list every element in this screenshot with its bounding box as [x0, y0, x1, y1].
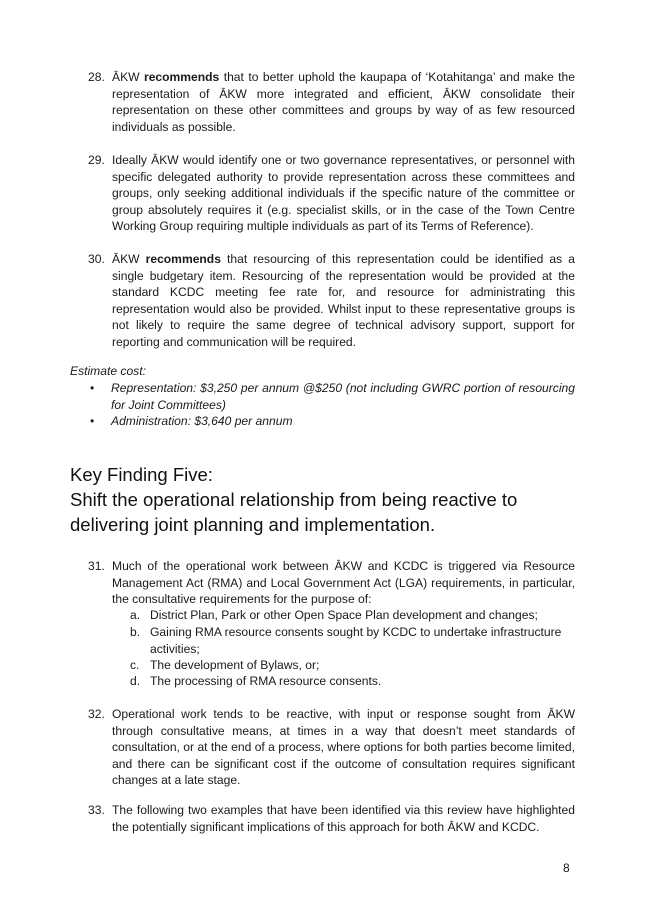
- list-item: b. Gaining RMA resource consents sought by KCDC to undertake infrastructure activities;: [130, 625, 562, 656]
- paragraph-33: [88, 802, 575, 835]
- paragraph-text: Much of the operational work between ĀKW and KCDC is triggered via Resource Management Act (RMA) and Local Government Act (LGA) requirements, in particular, the consultative requirements for the purpose of:: [112, 559, 575, 606]
- bullet-icon: •: [90, 414, 95, 428]
- estimate-cost-label: Estimate cost:: [70, 364, 146, 378]
- paragraph-text: ĀKW recommends that to better uphold the kaupapa of ‘Kotahitanga’ and make the representation of ĀKW more integrated and efficient, ĀKW consolidate their representation on these other committees and groups by way of as few resourced individuals as possible.: [112, 70, 575, 134]
- paragraph-number: 29.: [88, 153, 105, 167]
- paragraph-number: 31.: [88, 559, 105, 573]
- paragraph-30: [88, 251, 575, 350]
- paragraph-28: [88, 69, 575, 135]
- paragraph-number: 32.: [88, 707, 105, 721]
- paragraph-number: 33.: [88, 803, 105, 817]
- paragraph-number: 28.: [88, 70, 105, 84]
- paragraph-29: [88, 152, 575, 235]
- paragraph-text: ĀKW recommends that resourcing of this representation could be identified as a single budgetary item. Resourcing of the representation would be provided at the standard KCDC meeting fee rate for, and resource for administrating this representation would also be provided. Whilst input to these representative groups is not likely to require the same degree of technical advisory support, support for reporting and communication will be required.: [112, 252, 575, 349]
- list-item: c. The development of Bylaws, or;: [130, 658, 320, 672]
- list-item: d. The processing of RMA resource consents.: [130, 674, 382, 688]
- bullet-icon: •: [90, 381, 95, 395]
- emphasis-recommends: recommends: [145, 252, 221, 266]
- page-number: 8: [563, 861, 570, 875]
- paragraph-number: 30.: [88, 252, 105, 266]
- emphasis-recommends: recommends: [144, 70, 220, 84]
- estimate-bullet: • Administration: $3,640 per annum: [90, 414, 293, 428]
- paragraph-31: [88, 558, 575, 608]
- paragraph-32: [88, 706, 575, 789]
- paragraph-text: Operational work tends to be reactive, with input or response sought from ĀKW through consultative means, at times in a way that doesn’t meet standards of consultation, or at the end of a process, where options for both parties become limited, and there can be significant cost if the outcome of consultation requires significant changes at a late stage.: [112, 707, 575, 787]
- paragraph-text: The following two examples that have been identified via this review have highlighted the potentially significant implications of this approach for both ĀKW and KCDC.: [112, 803, 575, 834]
- key-finding-heading: Key Finding Five: Shift the operational relationship from being reactive to delivering joint planning and implementation.: [70, 464, 518, 535]
- paragraph-text: Ideally ĀKW would identify one or two governance representatives, or personnel with specific delegated authority to provide representation across these committees and groups, only seeking additional individuals if the specific nature of the committee or group absolutely requires it (e.g. specialist skills, or in the case of the Town Centre Working Group requiring multiple individuals as part of its Terms of Reference).: [112, 153, 575, 233]
- estimate-bullet: • Representation: $3,250 per annum @$250 (not including GWRC portion of resourcing for Joint Committees): [90, 381, 575, 412]
- list-item: a. District Plan, Park or other Open Space Plan development and changes;: [130, 608, 538, 622]
